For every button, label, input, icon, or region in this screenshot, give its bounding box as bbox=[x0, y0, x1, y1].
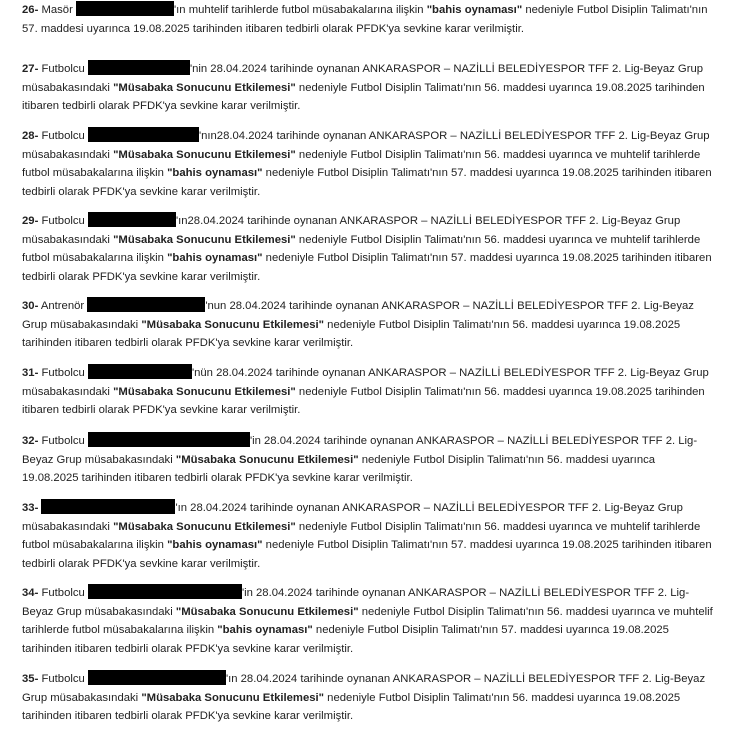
decision-item-32 bbox=[22, 432, 714, 488]
item-role: Futbolcu bbox=[38, 673, 88, 685]
item-emphasis: "Müsabaka Sonucunu Etkilemesi" bbox=[175, 605, 359, 618]
item-emphasis: "Müsabaka Sonucunu Etkilemesi" bbox=[113, 233, 296, 246]
redacted-name bbox=[88, 670, 226, 685]
item-text: nedeniyle Futbol Disiplin Talimatı'nın 56. maddesi uyarınca ve muhtelif tarihlerde futbol müsabakalarına ilişkin bbox=[22, 233, 701, 265]
item-role: Futbolcu bbox=[38, 130, 88, 142]
item-number: 32- bbox=[22, 435, 39, 447]
item-text: 'ın muhtelif tarihlerde futbol müsabakalarına ilişkin bbox=[174, 4, 427, 16]
item-number: 27- bbox=[22, 63, 39, 75]
item-emphasis: "Müsabaka Sonucunu Etkilemesi" bbox=[141, 691, 325, 704]
item-text-tail: nedeniyle Futbol Disiplin Talimatı'nın 57. maddesi uyarınca 19.08.2025 tarihinden itibaren tedbirli olarak PFDK'ya sevkine karar verilmiştir. bbox=[22, 539, 712, 570]
item-role: Futbolcu bbox=[38, 63, 88, 75]
redacted-name bbox=[88, 364, 192, 379]
item-emphasis: "bahis oynaması" bbox=[167, 539, 263, 552]
item-emphasis: "Müsabaka Sonucunu Etkilemesi" bbox=[113, 81, 296, 94]
item-number: 31- bbox=[22, 367, 39, 379]
item-text-tail: nedeniyle Futbol Disiplin Talimatı'nın 56. maddesi uyarınca 19.08.2025 tarihinden itibaren tedbirli olarak PFDK'ya sevkine karar verilmiştir. bbox=[22, 385, 705, 417]
item-text: 'nın28.04.2024 tarihinde oynanan ANKARASPOR – NAZİLLİ BELEDİYESPOR TFF 2. Lig-Beyaz Grup müsabakasındaki bbox=[22, 130, 710, 161]
item-emphasis: "bahis oynaması" bbox=[426, 4, 523, 16]
item-text: 'ın28.04.2024 tarihinde oynanan ANKARASPOR – NAZİLLİ BELEDİYESPOR TFF 2. Lig-Beyaz Grup müsabakasındaki bbox=[22, 215, 681, 246]
redacted-name bbox=[87, 297, 205, 312]
item-text: nedeniyle Futbol Disiplin Talimatı'nın 56. maddesi uyarınca ve muhtelif tarihlerde futbol müsabakalarına ilişkin bbox=[22, 148, 701, 180]
item-emphasis: "Müsabaka Sonucunu Etkilemesi" bbox=[175, 453, 359, 466]
item-emphasis: "Müsabaka Sonucunu Etkilemesi" bbox=[141, 318, 325, 331]
item-text-tail: nedeniyle Futbol Disiplin Talimatı'nın 57. maddesi uyarınca 19.08.2025 tarihinden itibaren tedbirli olarak PFDK'ya sevkine karar verilmiştir. bbox=[22, 4, 708, 35]
item-role: Antrenör bbox=[38, 300, 88, 312]
redacted-name bbox=[88, 60, 190, 75]
item-text: 'nün 28.04.2024 tarihinde oynanan ANKARASPOR – NAZİLLİ BELEDİYESPOR TFF 2. Lig-Beyaz Grup müsabakasındaki bbox=[22, 367, 709, 398]
item-emphasis: "Müsabaka Sonucunu Etkilemesi" bbox=[113, 148, 296, 161]
item-text: 'in 28.04.2024 tarihinde oynanan ANKARASPOR – NAZİLLİ BELEDİYESPOR TFF 2. Lig-Beyaz Grup müsabakasındaki bbox=[22, 435, 698, 466]
redacted-name bbox=[88, 127, 199, 142]
item-text-tail: nedeniyle Futbol Disiplin Talimatı'nın 56. maddesi uyarınca 19.08.2025 tarihinden itibaren tedbirli olarak PFDK'ya sevkine karar verilmiştir. bbox=[22, 453, 656, 485]
item-text-tail: nedeniyle Futbol Disiplin Talimatı'nın 56. maddesi uyarınca 19.08.2025 tarihinden itibaren tedbirli olarak PFDK'ya sevkine karar verilmiştir. bbox=[22, 318, 681, 350]
decision-item-34 bbox=[22, 584, 714, 658]
decision-item-28 bbox=[22, 127, 714, 201]
redacted-name bbox=[88, 212, 176, 227]
item-role: Futbolcu bbox=[38, 435, 88, 447]
item-text: 'in 28.04.2024 tarihinde oynanan ANKARASPOR – NAZİLLİ BELEDİYESPOR TFF 2. Lig-Beyaz Grup müsabakasındaki bbox=[22, 587, 690, 618]
item-emphasis: "Müsabaka Sonucunu Etkilemesi" bbox=[113, 520, 296, 533]
decision-item-35 bbox=[22, 670, 714, 726]
item-text: nedeniyle Futbol Disiplin Talimatı'nın 56. maddesi uyarınca ve muhtelif tarihlerde futbol müsabakalarına ilişkin bbox=[22, 520, 701, 552]
item-number: 34- bbox=[22, 587, 39, 599]
item-number: 28- bbox=[22, 130, 39, 142]
decision-item-27 bbox=[22, 60, 714, 116]
redacted-name bbox=[41, 499, 175, 514]
item-role: Masör bbox=[38, 4, 76, 16]
redacted-name bbox=[88, 584, 242, 599]
item-emphasis: "bahis oynaması" bbox=[217, 624, 313, 637]
decision-item-29 bbox=[22, 212, 714, 286]
item-number: 26- bbox=[22, 4, 39, 16]
item-text: nedeniyle Futbol Disiplin Talimatı'nın 56. maddesi uyarınca ve muhtelif tarihlerde futbol müsabakalarına ilişkin bbox=[22, 605, 713, 637]
decision-item-30 bbox=[22, 297, 714, 353]
item-role: Futbolcu bbox=[38, 215, 88, 227]
item-role: Futbolcu bbox=[38, 587, 88, 599]
decision-item-26 bbox=[22, 1, 714, 38]
item-text: 'nun 28.04.2024 tarihinde oynanan ANKARASPOR – NAZİLLİ BELEDİYESPOR TFF 2. Lig-Beyaz Grup müsabakasındaki bbox=[22, 300, 694, 331]
item-number: 30- bbox=[22, 300, 39, 312]
item-number: 35- bbox=[22, 673, 39, 685]
decision-item-31 bbox=[22, 364, 714, 420]
item-text: 'ın 28.04.2024 tarihinde oynanan ANKARASPOR – NAZİLLİ BELEDİYESPOR TFF 2. Lig-Beyaz Grup müsabakasındaki bbox=[22, 502, 683, 533]
item-text: 'nin 28.04.2024 tarihinde oynanan ANKARASPOR – NAZİLLİ BELEDİYESPOR TFF 2. Lig-Beyaz Grup müsabakasındaki bbox=[22, 63, 704, 94]
item-emphasis: "bahis oynaması" bbox=[167, 252, 263, 265]
redacted-name bbox=[76, 1, 174, 16]
item-emphasis: "bahis oynaması" bbox=[167, 167, 263, 180]
item-text-tail: nedeniyle Futbol Disiplin Talimatı'nın 57. maddesi uyarınca 19.08.2025 tarihinden itibaren tedbirli olarak PFDK'ya sevkine karar verilmiştir. bbox=[22, 167, 712, 198]
item-emphasis: "Müsabaka Sonucunu Etkilemesi" bbox=[113, 385, 296, 398]
item-role: Futbolcu bbox=[38, 367, 88, 379]
decision-item-33 bbox=[22, 499, 714, 573]
item-text-tail: nedeniyle Futbol Disiplin Talimatı'nın 56. maddesi uyarınca 19.08.2025 tarihinden itibaren tedbirli olarak PFDK'ya sevkine karar verilmiştir. bbox=[22, 691, 681, 723]
item-text-tail: nedeniyle Futbol Disiplin Talimatı'nın 57. maddesi uyarınca 19.08.2025 tarihinden itibaren tedbirli olarak PFDK'ya sevkine karar verilmiştir. bbox=[22, 624, 669, 655]
redacted-name bbox=[88, 432, 250, 447]
item-text: 'ın 28.04.2024 tarihinde oynanan ANKARASPOR – NAZİLLİ BELEDİYESPOR TFF 2. Lig-Beyaz Grup müsabakasındaki bbox=[22, 673, 706, 704]
item-text-tail: nedeniyle Futbol Disiplin Talimatı'nın 56. maddesi uyarınca 19.08.2025 tarihinden itibaren tedbirli olarak PFDK'ya sevkine karar verilmiştir. bbox=[22, 81, 705, 113]
item-text-tail: nedeniyle Futbol Disiplin Talimatı'nın 57. maddesi uyarınca 19.08.2025 tarihinden itibaren tedbirli olarak PFDK'ya sevkine karar verilmiştir. bbox=[22, 252, 712, 283]
item-number: 33- bbox=[22, 502, 39, 514]
item-number: 29- bbox=[22, 215, 39, 227]
